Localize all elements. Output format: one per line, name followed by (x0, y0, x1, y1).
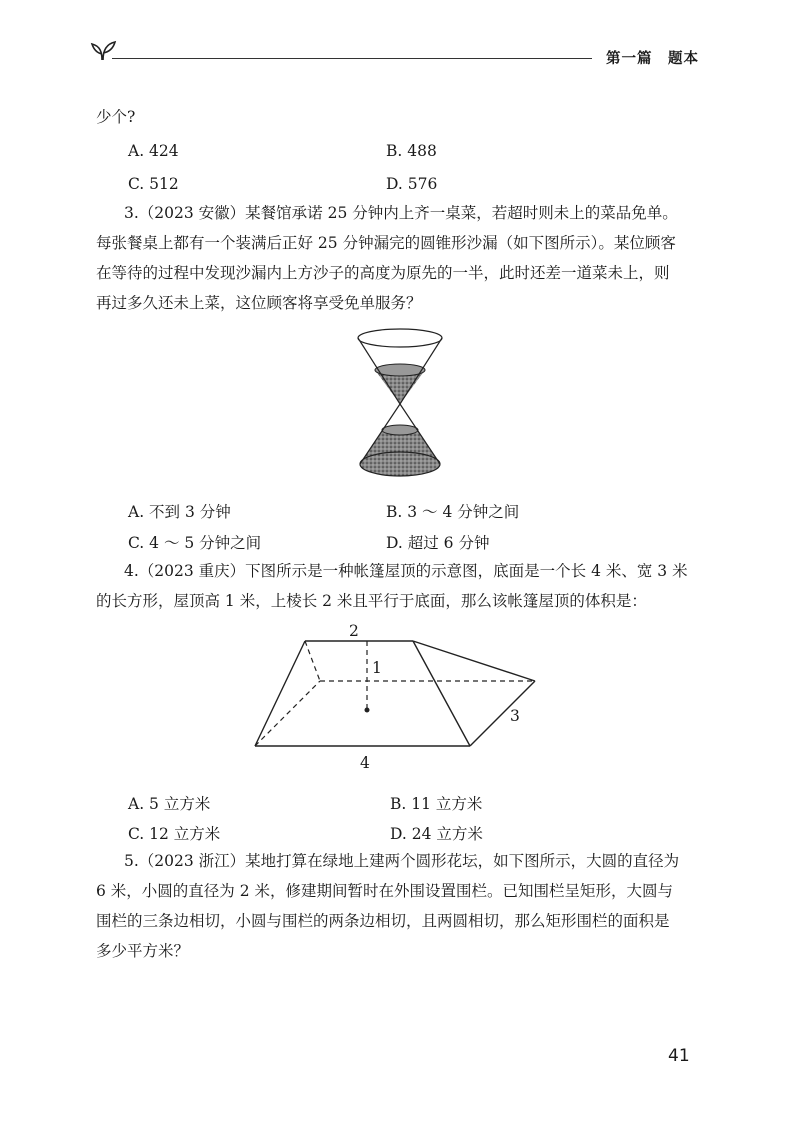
label-width: 3 (510, 707, 520, 725)
q3-option-d: D. 超过 6 分钟 (386, 534, 490, 552)
q2-option-a: A. 424 (128, 142, 179, 160)
q5-line: 多少平方米？ (96, 942, 190, 960)
q2-option-c: C. 512 (128, 175, 179, 193)
q4-line: 的长方形，屋顶高 1 米，上棱长 2 米且平行于底面，那么该帐篷屋顶的体积是： (96, 592, 647, 610)
q2-option-d: D. 576 (386, 175, 438, 193)
q4-stem (96, 556, 706, 616)
q3-option-b: B. 3 ～ 4 分钟之间 (386, 503, 520, 521)
hourglass-figure (350, 326, 450, 482)
q3-option-a: A. 不到 3 分钟 (128, 503, 231, 521)
q3-line: 在等待的过程中发现沙漏内上方沙子的高度为原先的一半，此时还差一道菜未上，则 (96, 264, 670, 282)
label-length: 4 (360, 754, 370, 772)
q3-stem (96, 198, 706, 318)
q5-line: 6 米，小圆的直径为 2 米，修建期间暂时在外围设置围栏。已知围栏呈矩形，大圆与 (96, 882, 674, 900)
q5-stem (96, 846, 706, 966)
label-top-edge: 2 (349, 622, 359, 640)
q2-continuation: 少个? (96, 108, 136, 126)
q4-option-a: A. 5 立方米 (128, 795, 211, 813)
q4-option-c: C. 12 立方米 (128, 825, 221, 843)
q5-line: 围栏的三条边相切，小圆与围栏的两条边相切，且两圆相切，那么矩形围栏的面积是 (96, 912, 670, 930)
header-title: 第一篇 题本 (606, 51, 699, 67)
q5-line: 5.（2023 浙江）某地打算在绿地上建两个圆形花坛，如下图所示，大圆的直径为 (124, 852, 680, 870)
q3-line: 3.（2023 安徽）某餐馆承诺 25 分钟内上齐一桌菜，若超时则未上的菜品免单。 (124, 204, 678, 222)
q2-option-b: B. 488 (386, 142, 437, 160)
q4-option-b: B. 11 立方米 (390, 795, 483, 813)
q4-option-d: D. 24 立方米 (390, 825, 483, 843)
q3-option-c: C. 4 ～ 5 分钟之间 (128, 534, 262, 552)
page-number: 41 (668, 1046, 690, 1066)
label-height: 1 (372, 659, 382, 677)
tent-roof-figure (240, 620, 560, 780)
header-rule (112, 58, 592, 59)
q4-line: 4.（2023 重庆）下图所示是一种帐篷屋顶的示意图，底面是一个长 4 米、宽 3 米 (124, 562, 688, 580)
q3-line: 再过多久还未上菜，这位顾客将享受免单服务？ (96, 294, 422, 312)
q3-line: 每张餐桌上都有一个装满后正好 25 分钟漏完的圆锥形沙漏（如下图所示）。某位顾客 (96, 234, 676, 252)
